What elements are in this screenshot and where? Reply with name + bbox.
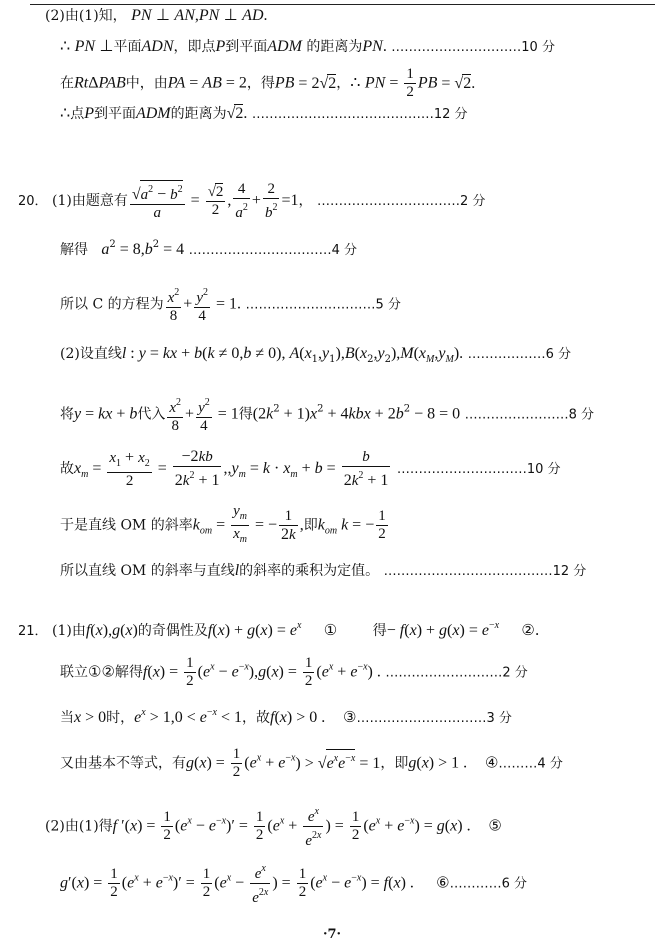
score-mark: …………………………………12 分 (383, 564, 587, 579)
score-mark: ………………6 分 (467, 347, 572, 362)
text-line-midpoint: 故$x_m$ = $\frac{x_1 + x_2}{2}$ = $\frac{-2kb}{2k^2 + 1}$ $,,y_m = k \cdot x_m + b$ = $\frac{b}{2k^2 + 1}$ …………………………10 分 (60, 448, 561, 489)
text-line-constant: 所以直线 OM 的斜率与直线l的斜率的乘积为定值。 …………………………………12 分 (60, 562, 587, 579)
problem-number: 21． (18, 624, 48, 639)
score-mark: …………………………3 分 (356, 711, 512, 726)
problem-20-line-1: 20． (1)由题意有 $\frac{√a^2 - b^2}{a}$ = $\frac{√2}{2}$ , $\frac{4}{a^2}$ + $\frac{2}{b^2}$ =1， ……………………………2 分 (18, 180, 486, 221)
text-line-equation: 所以 C 的方程为 $\frac{x^2}{8}$ + $\frac{y^2}{4}$ = 1. …………………………5 分 (60, 284, 401, 325)
score-mark: …………………………10 分 (396, 462, 561, 477)
text-line-solve-fg: 联立①②解得f(x) = $\frac{1}{2}$ $(e^x - e^{-x}),g(x)$ = $\frac{1}{2}$ $(e^x + e^{-x})$ . ………………………2 分 (60, 655, 528, 689)
text-line-set-line: (2)设直线l : y = kx + b(k ≠ 0,b ≠ 0), $A(x_1,y_1),B(x_2,y_2),M(x_M,y_M)$. ………………6 分 (60, 345, 572, 365)
text-line-slope: 于是直线 OM 的斜率$k_{om}$ = $\frac{y_m}{x_m}$ = − $\frac{1}{2k}$ ,即$k_{om}$ k = − $\frac{1}{2}$ (60, 503, 386, 545)
text-line-derivative-g: g′(x) = $\frac{1}{2}$ $(e^x + e^{-x})'$ = $\frac{1}{2}$ ($e^x$ − $\frac{e^x}{e^{2x}}$ ) = $\frac{1}{2}$ $(e^x - e^{-x}) = f(x)$ . ⑥…………6 分 (60, 860, 527, 907)
text-line-3: 在RtΔPAB中，由PA = AB = 2，得PB = 2√2，∴ PN = $\frac{1}{2}$ PB = √2. (60, 66, 476, 100)
score-mark: ……………………………2 分 (316, 194, 486, 209)
score-mark: ………………………2 分 (385, 665, 528, 681)
text-line-positive: 当x > 0时，$e^x > 1,0 < e^{-x} < 1$，故f(x) > 0 . ③…………………………3 分 (60, 707, 512, 726)
score-mark: ……………………………4 分 (188, 243, 358, 258)
problem-number: 20． (18, 194, 48, 209)
text-line-solve: 解得 $a^2 = 8,b^2 = 4$ ……………………………4 分 (60, 239, 358, 258)
score-mark: ……………………………………12 分 (251, 107, 468, 122)
score-mark: …………6 分 (449, 876, 528, 892)
score-mark: ……………………8 分 (464, 407, 594, 423)
text-line-2: ∴ PN ⊥平面ADN，即点P到平面ADM 的距离为PN. …………………………10 分 (60, 38, 555, 55)
text-line-1: (2)由(1)知， PN ⊥ AN,PN ⊥ AD. (45, 7, 268, 24)
page-number: ·7· (322, 927, 342, 942)
text-line-4: ∴点P到平面ADM的距离为√2. ……………………………………12 分 (60, 105, 468, 122)
score-mark: …………………………5 分 (245, 297, 401, 313)
problem-21-line-1: 21． (1)由f(x),g(x)的奇偶性及$f(x) + g(x) = e^x$ ① 得− $f(x) + g(x) = e^{-x}$ ②. (18, 620, 540, 639)
text-line-inequality: 又由基本不等式，有g(x) = $\frac{1}{2}$ $(e^x + e^{-x}) > √e^xe^{-x} = 1$，即g(x) > 1 . ④………4 分 (60, 746, 563, 780)
score-mark: …………………………10 分 (391, 40, 555, 55)
score-mark: ………4 分 (498, 756, 563, 772)
text-line-derivative-f: (2)由(1)得f ′(x) = $\frac{1}{2}$ $(e^x - e^{-x})'$ = $\frac{1}{2}$ ($e^x$ + $\frac{e^x}{e^{2x}}$ ) = $\frac{1}{2}$ $(e^x + e^{-x}) = g(x)$ . ⑤ (45, 803, 502, 850)
header-rule (30, 4, 655, 5)
text-line-substitute: 将y = kx + b代入 $\frac{x^2}{8}$ + $\frac{y^2}{4}$ = 1得$(2k^2 + 1)x^2 + 4kbx + 2b^2 - 8 = 0$ ……………………8 分 (60, 394, 594, 435)
